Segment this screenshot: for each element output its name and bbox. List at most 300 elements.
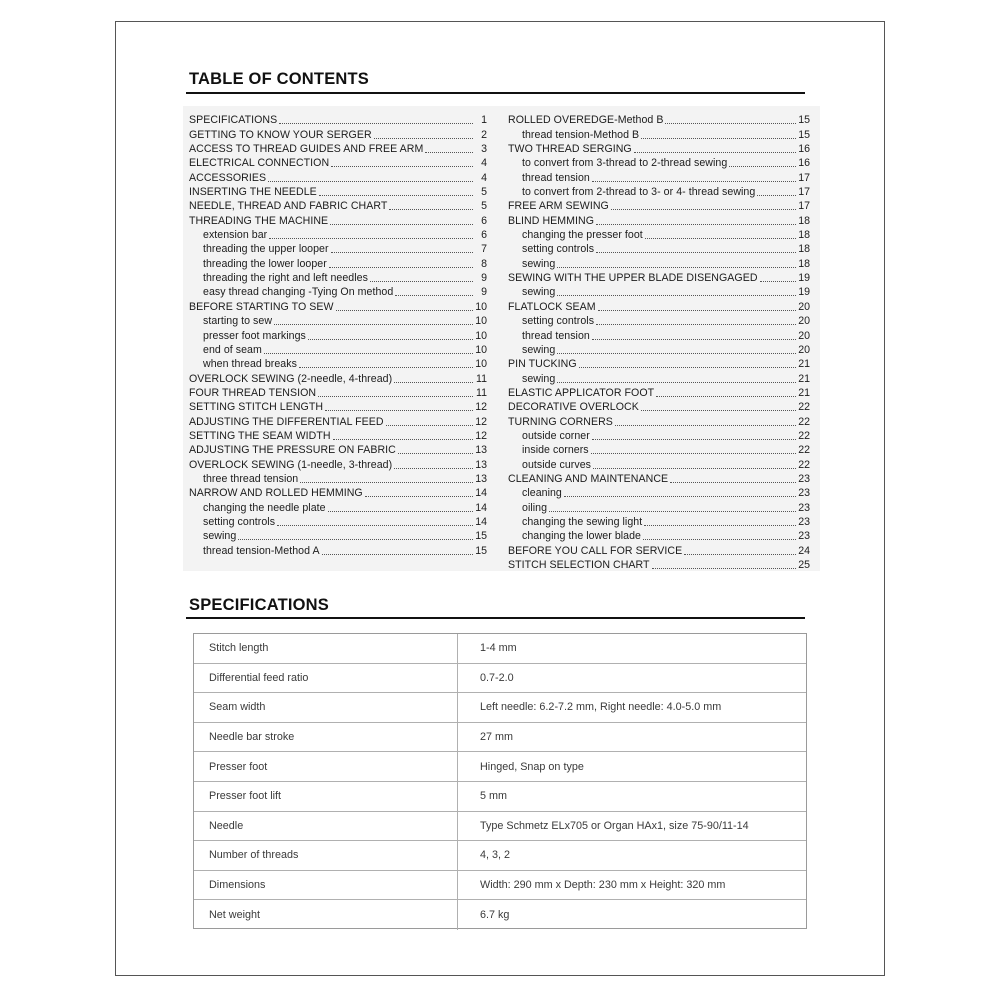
toc-entry [189, 456, 487, 470]
toc-entry-label: inside corners [522, 444, 589, 457]
toc-entry-leader [329, 267, 473, 268]
toc-entry [508, 499, 810, 513]
toc-entry-leader [611, 209, 796, 210]
toc-entry-label: changing the lower blade [522, 530, 641, 543]
toc-entry [189, 514, 487, 528]
toc-entry-label: ELASTIC APPLICATOR FOOT [508, 386, 655, 399]
spec-key: Dimensions [209, 879, 266, 892]
toc-entry-label: sewing [522, 372, 556, 385]
toc-entry-page: 21 [798, 372, 810, 385]
toc-entry-label: ADJUSTING THE DIFFERENTIAL FEED [189, 415, 384, 428]
toc-entry-page: 20 [798, 315, 810, 328]
spec-column-divider [457, 723, 458, 752]
toc-entry-page: 14 [475, 487, 487, 500]
toc-entry [189, 413, 487, 427]
toc-entry-leader [557, 353, 796, 354]
toc-entry-page: 13 [475, 444, 487, 457]
spec-row [194, 752, 806, 782]
toc-entry-page: 6 [481, 229, 487, 242]
spec-key: Net weight [209, 909, 261, 922]
toc-entry-leader [549, 511, 796, 512]
toc-entry-leader [264, 353, 473, 354]
toc-entry-label: three thread tension [203, 472, 299, 485]
toc-entry-page: 2 [481, 128, 487, 141]
toc-entry-page: 8 [481, 257, 487, 270]
toc-entry-page: 10 [475, 343, 487, 356]
toc-entry-leader [665, 123, 796, 124]
toc-entry-leader [591, 453, 796, 454]
toc-entry-leader [389, 209, 473, 210]
toc-entry-label: to convert from 2-thread to 3- or 4- thread sewing [522, 186, 756, 199]
spec-key: Presser foot lift [209, 790, 282, 803]
toc-entry-leader [641, 138, 796, 139]
toc-entry-label: threading the upper looper [203, 243, 329, 256]
toc-entry [189, 241, 487, 255]
toc-entry [189, 212, 487, 226]
toc-entry [189, 356, 487, 370]
toc-entry [189, 442, 487, 456]
toc-entry-page: 15 [475, 544, 487, 557]
spec-value: 27 mm [480, 731, 513, 744]
toc-entry-leader [331, 252, 473, 253]
toc-entry-page: 4 [481, 171, 487, 184]
toc-entry-leader [370, 281, 473, 282]
toc-entry-page: 5 [481, 186, 487, 199]
toc-entry-label: changing the sewing light [522, 515, 643, 528]
spec-row [194, 812, 806, 842]
spec-value: Width: 290 mm x Depth: 230 mm x Height: 320 mm [480, 879, 726, 892]
spec-value: 0.7-2.0 [480, 671, 514, 684]
toc-entry-label: outside curves [522, 458, 592, 471]
toc-entry-label: setting controls [522, 315, 595, 328]
toc-entry-leader [652, 568, 796, 569]
spec-row [194, 723, 806, 753]
toc-entry-leader [395, 295, 473, 296]
toc-entry-page: 19 [798, 286, 810, 299]
spec-column-divider [457, 752, 458, 781]
toc-entry-page: 9 [481, 272, 487, 285]
toc-entry [189, 485, 487, 499]
toc-entry-label: NARROW AND ROLLED HEMMING [189, 487, 363, 500]
spec-row [194, 782, 806, 812]
toc-entry-label: extension bar [203, 229, 268, 242]
toc-entry-leader [394, 382, 473, 383]
toc-entry-leader [398, 453, 473, 454]
toc-entry-leader [331, 166, 473, 167]
toc-entry-leader [557, 382, 796, 383]
toc-entry-label: ACCESS TO THREAD GUIDES AND FREE ARM [189, 143, 424, 156]
spec-row [194, 693, 806, 723]
spec-row [194, 664, 806, 694]
toc-entry-leader [238, 539, 473, 540]
toc-entry-label: PIN TUCKING [508, 358, 577, 371]
toc-entry-leader [274, 324, 473, 325]
spec-row [194, 841, 806, 871]
toc-entry-label: OVERLOCK SEWING (2-needle, 4-thread) [189, 372, 393, 385]
toc-entry-page: 22 [798, 444, 810, 457]
toc-entry-label: cleaning [522, 487, 562, 500]
toc-entry [189, 385, 487, 399]
toc-entry [508, 456, 810, 470]
toc-entry [508, 327, 810, 341]
toc-entry-page: 15 [798, 128, 810, 141]
table-of-contents [183, 106, 820, 571]
toc-entry [189, 342, 487, 356]
spec-key: Seam width [209, 701, 266, 714]
spec-key: Presser foot [209, 760, 268, 773]
toc-right-column [508, 112, 810, 571]
toc-entry-label: setting controls [203, 515, 276, 528]
toc-entry-page: 17 [798, 200, 810, 213]
toc-entry-page: 25 [798, 559, 810, 571]
toc-entry-leader [299, 367, 473, 368]
toc-entry-page: 23 [798, 515, 810, 528]
toc-entry [508, 485, 810, 499]
toc-entry-label: when thread breaks [203, 358, 297, 371]
toc-entry-leader [579, 367, 796, 368]
toc-entry [189, 528, 487, 542]
toc-entry [508, 126, 810, 140]
toc-entry-leader [386, 425, 473, 426]
toc-entry-label: SETTING THE SEAM WIDTH [189, 429, 331, 442]
toc-entry [189, 169, 487, 183]
toc-entry [508, 155, 810, 169]
toc-entry-leader [325, 410, 473, 411]
toc-entry-page: 18 [798, 229, 810, 242]
toc-entry-label: sewing [522, 286, 556, 299]
spec-column-divider [457, 782, 458, 811]
toc-entry-label: thread tension-Method A [203, 544, 320, 557]
spec-column-divider [457, 900, 458, 930]
specifications-heading: SPECIFICATIONS [189, 596, 330, 614]
toc-entry-leader [592, 439, 796, 440]
spec-value: Type Schmetz ELx705 or Organ HAx1, size 75-90/11-14 [480, 819, 749, 832]
toc-entry [508, 471, 810, 485]
toc-entry [508, 298, 810, 312]
toc-entry-page: 11 [476, 372, 487, 385]
toc-entry [508, 557, 810, 571]
spec-column-divider [457, 693, 458, 722]
toc-entry-leader [641, 410, 796, 411]
toc-entry-leader [425, 152, 473, 153]
toc-entry-leader [394, 468, 473, 469]
toc-entry-label: changing the presser foot [522, 229, 643, 242]
toc-entry-leader [596, 224, 796, 225]
spec-column-divider [457, 664, 458, 693]
spec-column-divider [457, 812, 458, 841]
toc-entry [508, 212, 810, 226]
toc-entry-page: 1 [481, 114, 487, 127]
toc-entry-leader [564, 496, 796, 497]
toc-entry-page: 18 [798, 257, 810, 270]
toc-entry-page: 12 [475, 401, 487, 414]
toc-entry [508, 370, 810, 384]
toc-entry-label: ACCESSORIES [189, 171, 267, 184]
specifications-heading-rule [186, 617, 805, 619]
toc-entry-page: 14 [475, 501, 487, 514]
spec-column-divider [457, 841, 458, 870]
toc-entry [508, 313, 810, 327]
toc-entry-label: THREADING THE MACHINE [189, 214, 329, 227]
toc-entry-label: easy thread changing -Tying On method [203, 286, 394, 299]
toc-entry-leader [300, 482, 473, 483]
spec-column-divider [457, 871, 458, 900]
toc-entry-page: 22 [798, 415, 810, 428]
spec-value: 4, 3, 2 [480, 849, 511, 862]
toc-entry-page: 23 [798, 487, 810, 500]
toc-entry [189, 298, 487, 312]
toc-entry-leader [645, 238, 796, 239]
toc-entry-label: GETTING TO KNOW YOUR SERGER [189, 128, 372, 141]
toc-entry-page: 23 [798, 472, 810, 485]
toc-entry-leader [643, 539, 796, 540]
toc-entry [508, 141, 810, 155]
toc-entry-label: thread tension [522, 171, 590, 184]
spec-value: 1-4 mm [480, 642, 517, 655]
toc-entry [508, 227, 810, 241]
toc-entry [189, 542, 487, 556]
toc-heading-rule [186, 92, 805, 94]
toc-entry-leader [615, 425, 796, 426]
toc-entry [508, 399, 810, 413]
toc-left-column [189, 112, 487, 557]
toc-entry-page: 11 [476, 386, 487, 399]
toc-entry-page: 16 [798, 143, 810, 156]
toc-entry [508, 385, 810, 399]
toc-entry-label: TURNING CORNERS [508, 415, 613, 428]
document-page [115, 21, 885, 976]
toc-entry-page: 18 [798, 214, 810, 227]
toc-entry [189, 499, 487, 513]
spec-value: Left needle: 6.2-7.2 mm, Right needle: 4.0-5.0 mm [480, 701, 722, 714]
toc-entry [508, 442, 810, 456]
toc-entry-label: changing the needle plate [203, 501, 326, 514]
toc-entry-label: BEFORE STARTING TO SEW [189, 300, 334, 313]
toc-entry-label: SPECIFICATIONS [189, 114, 278, 127]
toc-entry-leader [593, 468, 796, 469]
toc-entry-leader [277, 525, 473, 526]
toc-entry-page: 20 [798, 343, 810, 356]
toc-entry-page: 10 [475, 315, 487, 328]
toc-entry-label: to convert from 3-thread to 2-thread sewing [522, 157, 728, 170]
toc-entry-leader [336, 310, 473, 311]
toc-entry-label: sewing [203, 530, 237, 543]
spec-key: Needle [209, 819, 244, 832]
toc-entry-page: 15 [475, 530, 487, 543]
toc-entry [189, 184, 487, 198]
toc-entry-leader [596, 324, 796, 325]
toc-entry-label: BEFORE YOU CALL FOR SERVICE [508, 544, 683, 557]
toc-entry-page: 21 [798, 386, 810, 399]
toc-entry-leader [374, 138, 473, 139]
toc-entry-page: 10 [475, 300, 487, 313]
toc-entry-label: TWO THREAD SERGING [508, 143, 632, 156]
toc-entry [508, 428, 810, 442]
toc-entry [508, 284, 810, 298]
toc-entry [508, 413, 810, 427]
toc-entry-label: threading the lower looper [203, 257, 327, 270]
spec-key: Number of threads [209, 849, 299, 862]
spec-row [194, 634, 806, 664]
toc-entry [508, 342, 810, 356]
toc-entry [189, 399, 487, 413]
toc-entry-leader [729, 166, 796, 167]
toc-entry-label: starting to sew [203, 315, 273, 328]
toc-entry-leader [308, 339, 473, 340]
toc-entry-leader [322, 554, 473, 555]
toc-entry-leader [279, 123, 473, 124]
toc-entry-leader [328, 511, 473, 512]
toc-entry-label: SEWING WITH THE UPPER BLADE DISENGAGED [508, 272, 758, 285]
toc-entry-leader [319, 195, 473, 196]
toc-entry [508, 198, 810, 212]
toc-entry [189, 227, 487, 241]
toc-entry-page: 4 [481, 157, 487, 170]
toc-entry-label: DECORATIVE OVERLOCK [508, 401, 639, 414]
toc-entry-leader [330, 224, 473, 225]
toc-entry [508, 112, 810, 126]
toc-entry-page: 9 [481, 286, 487, 299]
toc-entry-label: OVERLOCK SEWING (1-needle, 3-thread) [189, 458, 393, 471]
spec-value: Hinged, Snap on type [480, 760, 584, 773]
toc-entry [189, 313, 487, 327]
toc-entry-leader [365, 496, 473, 497]
spec-key: Differential feed ratio [209, 671, 309, 684]
toc-entry-page: 12 [475, 429, 487, 442]
spec-value: 5 mm [480, 790, 507, 803]
spec-key: Stitch length [209, 642, 269, 655]
toc-entry-page: 23 [798, 530, 810, 543]
toc-entry-leader [760, 281, 796, 282]
toc-entry [508, 514, 810, 528]
toc-entry-label: threading the right and left needles [203, 272, 368, 285]
toc-entry-label: FREE ARM SEWING [508, 200, 609, 213]
spec-value: 6.7 kg [480, 909, 510, 922]
toc-entry [189, 112, 487, 126]
toc-entry [508, 528, 810, 542]
toc-entry-label: presser foot markings [203, 329, 306, 342]
toc-entry [189, 141, 487, 155]
toc-entry-label: ADJUSTING THE PRESSURE ON FABRIC [189, 444, 396, 457]
toc-entry-label: FOUR THREAD TENSION [189, 386, 317, 399]
toc-entry-label: oiling [522, 501, 548, 514]
toc-entry-page: 12 [475, 415, 487, 428]
toc-entry-leader [557, 267, 796, 268]
toc-entry [508, 270, 810, 284]
toc-entry-leader [644, 525, 796, 526]
toc-entry-page: 10 [475, 329, 487, 342]
toc-entry-page: 15 [798, 114, 810, 127]
toc-entry-page: 19 [798, 272, 810, 285]
toc-entry-leader [634, 152, 796, 153]
toc-entry-page: 3 [481, 143, 487, 156]
toc-entry [189, 198, 487, 212]
toc-entry-leader [269, 238, 473, 239]
toc-entry-page: 13 [475, 458, 487, 471]
toc-entry-page: 21 [798, 358, 810, 371]
toc-entry-label: end of seam [203, 343, 262, 356]
toc-entry [508, 241, 810, 255]
toc-entry [508, 356, 810, 370]
toc-heading: TABLE OF CONTENTS [189, 70, 370, 88]
toc-entry-label: ROLLED OVEREDGE-Method B [508, 114, 664, 127]
toc-entry [189, 270, 487, 284]
toc-entry-leader [333, 439, 473, 440]
toc-entry-label: outside corner [522, 429, 590, 442]
toc-entry-page: 20 [798, 300, 810, 313]
toc-entry [189, 370, 487, 384]
toc-entry [189, 155, 487, 169]
toc-entry-page: 24 [798, 544, 810, 557]
toc-entry [508, 255, 810, 269]
toc-entry-label: FLATLOCK SEAM [508, 300, 596, 313]
toc-entry-label: INSERTING THE NEEDLE [189, 186, 317, 199]
toc-entry-label: STITCH SELECTION CHART [508, 559, 650, 571]
toc-entry-leader [592, 339, 796, 340]
spec-row [194, 871, 806, 901]
spec-key: Needle bar stroke [209, 731, 295, 744]
toc-entry [189, 284, 487, 298]
toc-entry-page: 17 [798, 186, 810, 199]
specifications-table [193, 633, 807, 929]
toc-entry-page: 17 [798, 171, 810, 184]
toc-entry-label: sewing [522, 343, 556, 356]
toc-entry-page: 13 [475, 472, 487, 485]
toc-entry-label: NEEDLE, THREAD AND FABRIC CHART [189, 200, 388, 213]
toc-entry-page: 22 [798, 458, 810, 471]
toc-entry-leader [268, 181, 473, 182]
toc-entry-page: 22 [798, 401, 810, 414]
toc-entry [189, 126, 487, 140]
toc-entry-leader [684, 554, 796, 555]
toc-entry-page: 20 [798, 329, 810, 342]
toc-entry-leader [598, 310, 796, 311]
toc-entry-label: SETTING STITCH LENGTH [189, 401, 324, 414]
toc-entry [508, 184, 810, 198]
spec-column-divider [457, 634, 458, 663]
toc-entry-leader [592, 181, 796, 182]
toc-entry [189, 471, 487, 485]
toc-entry-label: ELECTRICAL CONNECTION [189, 157, 330, 170]
toc-entry-page: 22 [798, 429, 810, 442]
toc-entry-page: 23 [798, 501, 810, 514]
toc-entry-page: 6 [481, 214, 487, 227]
toc-entry-leader [596, 252, 796, 253]
toc-entry-label: thread tension-Method B [522, 128, 640, 141]
toc-entry [508, 169, 810, 183]
toc-entry-leader [557, 295, 796, 296]
toc-entry [189, 327, 487, 341]
toc-entry-label: BLIND HEMMING [508, 214, 594, 227]
toc-entry-leader [670, 482, 796, 483]
toc-entry [189, 255, 487, 269]
toc-entry-leader [318, 396, 473, 397]
toc-entry-label: thread tension [522, 329, 590, 342]
toc-entry [189, 428, 487, 442]
toc-entry-page: 18 [798, 243, 810, 256]
toc-entry-label: setting controls [522, 243, 595, 256]
toc-entry-page: 14 [475, 515, 487, 528]
toc-entry-page: 5 [481, 200, 487, 213]
spec-row [194, 900, 806, 930]
toc-entry-label: sewing [522, 257, 556, 270]
toc-entry-page: 10 [475, 358, 487, 371]
toc-entry-page: 16 [798, 157, 810, 170]
toc-entry-leader [757, 195, 796, 196]
toc-entry-leader [656, 396, 796, 397]
toc-entry-page: 7 [481, 243, 487, 256]
toc-entry [508, 542, 810, 556]
